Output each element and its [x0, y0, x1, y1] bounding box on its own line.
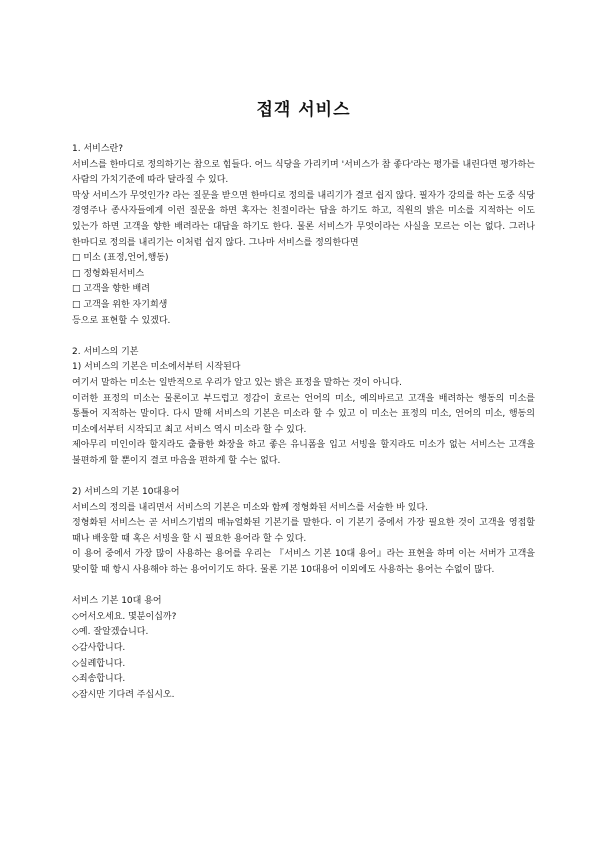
section-what-is-service: [72, 142, 535, 329]
spacer: [72, 329, 535, 345]
list-heading: 서비스 기본 10대 용어: [72, 596, 162, 607]
spacer: [72, 469, 535, 485]
term-list-item: ◇예. 잘알겠습니다.: [72, 627, 149, 638]
paragraph: 서비스를 한마디로 정의하기는 참으로 힘들다. 어느 식당을 가리키며 '서비스가 참 좋다'라는 평가를 내린다면 평가하는 사람의 가치기준에 따라 달라질 수 있다.: [72, 159, 535, 186]
paragraph: 여기서 말하는 미소는 일반적으로 우리가 알고 있는 밝은 표정을 말하는 것이 아니다.: [72, 377, 402, 388]
document-title: 접객 서비스: [256, 100, 351, 120]
paragraph: 이러한 표정의 미소는 물론이고 부드럽고 정감이 흐르는 언어의 미소, 예의바르고 고객을 배려하는 행동의 미소를 통틀어 지적하는 말이다. 다시 말해 서비스의 기본은 미소라 할 수 있고 이 미소는 표정의 미소, 언어의 미소, 행동의 미소에서부터 시작되고 최고 서비스 역시 미소라 할 수 있다.: [72, 393, 535, 435]
paragraph: 정형화된 서비스는 곧 서비스기법의 매뉴얼화된 기본기를 말한다. 이 기본기 중에서 가장 필요한 것이 고객을 영접할 때나 배웅할 때 혹은 서빙을 할 시 필요한 용어라 할 수 있다.: [72, 518, 535, 544]
checkbox-list-item: □ 고객을 향한 배려: [72, 284, 150, 295]
term-list-item: ◇잠시만 기다려 주십시오.: [72, 689, 175, 700]
checkbox-list-item: □ 고객을 위한 자기희생: [72, 299, 168, 310]
paragraph: 이 용어 중에서 가장 많이 사용하는 용어를 우리는 『서비스 기본 10대 용어』라는 표현을 하며 이는 서버가 고객을 맞이할 때 항시 사용해야 하는 용어이기도 하다. 물론 기본 10대용어 이외에도 사용하는 용어는 수없이 많다.: [72, 549, 535, 576]
checkbox-list-item: □ 정형화된서비스: [72, 268, 145, 279]
section-heading: 1. 서비스란?: [72, 144, 124, 154]
paragraph: 막상 서비스가 무엇인가? 라는 질문을 받으면 한마디로 정의를 내리기가 결코 쉽지 않다. 필자가 강의를 하는 도중 식당 경영주나 종사자들에게 이런 질문을 하면 혹자는 친절이라는 답을 하기도 하고, 직원의 밝은 미소를 지적하는 이도 있는가 하면 고객을 향한 배려라는 대답을 하기도 한다. 물론 서비스가 무엇이라는 사실을 모르는 이는 없다. 그러나 한마디로 정의를 내리기는 이처럼 쉽지 않다. 그나마 서비스를 정의한다면: [72, 190, 535, 248]
term-list-item: ◇감사합니다.: [72, 643, 126, 653]
section-heading: 2. 서비스의 기본: [72, 346, 139, 357]
checkbox-list-item: □ 미소 (표정,언어,행동): [72, 253, 169, 264]
paragraph: 제아무리 미인이라 할지라도 출륭한 화장을 하고 좋은 유니폼을 입고 서빙을 할지라도 미소가 없는 서비스는 고객을 불편하게 할 뿐이지 결코 마음을 편하게 할 수는 없다.: [72, 440, 535, 466]
term-list-item: ◇실례합니다.: [72, 658, 126, 669]
subsection-heading: 1) 서비스의 기본은 미소에서부터 시작된다: [72, 362, 241, 373]
paragraph: 서비스의 정의를 내리면서 서비스의 기본은 미소와 함께 정형화된 서비스를 서술한 바 있다.: [72, 502, 429, 513]
section-ten-terms: [72, 594, 535, 703]
paragraph: 등으로 표현할 수 있겠다.: [72, 315, 171, 326]
term-list-item: ◇어서오세요. 몇분이십까?: [72, 611, 177, 622]
term-list-item: ◇죄송합니다.: [72, 674, 126, 685]
spacer: [72, 579, 535, 595]
subsection-heading: 2) 서비스의 기본 10대용어: [72, 487, 180, 498]
section-service-basics: [72, 345, 535, 579]
